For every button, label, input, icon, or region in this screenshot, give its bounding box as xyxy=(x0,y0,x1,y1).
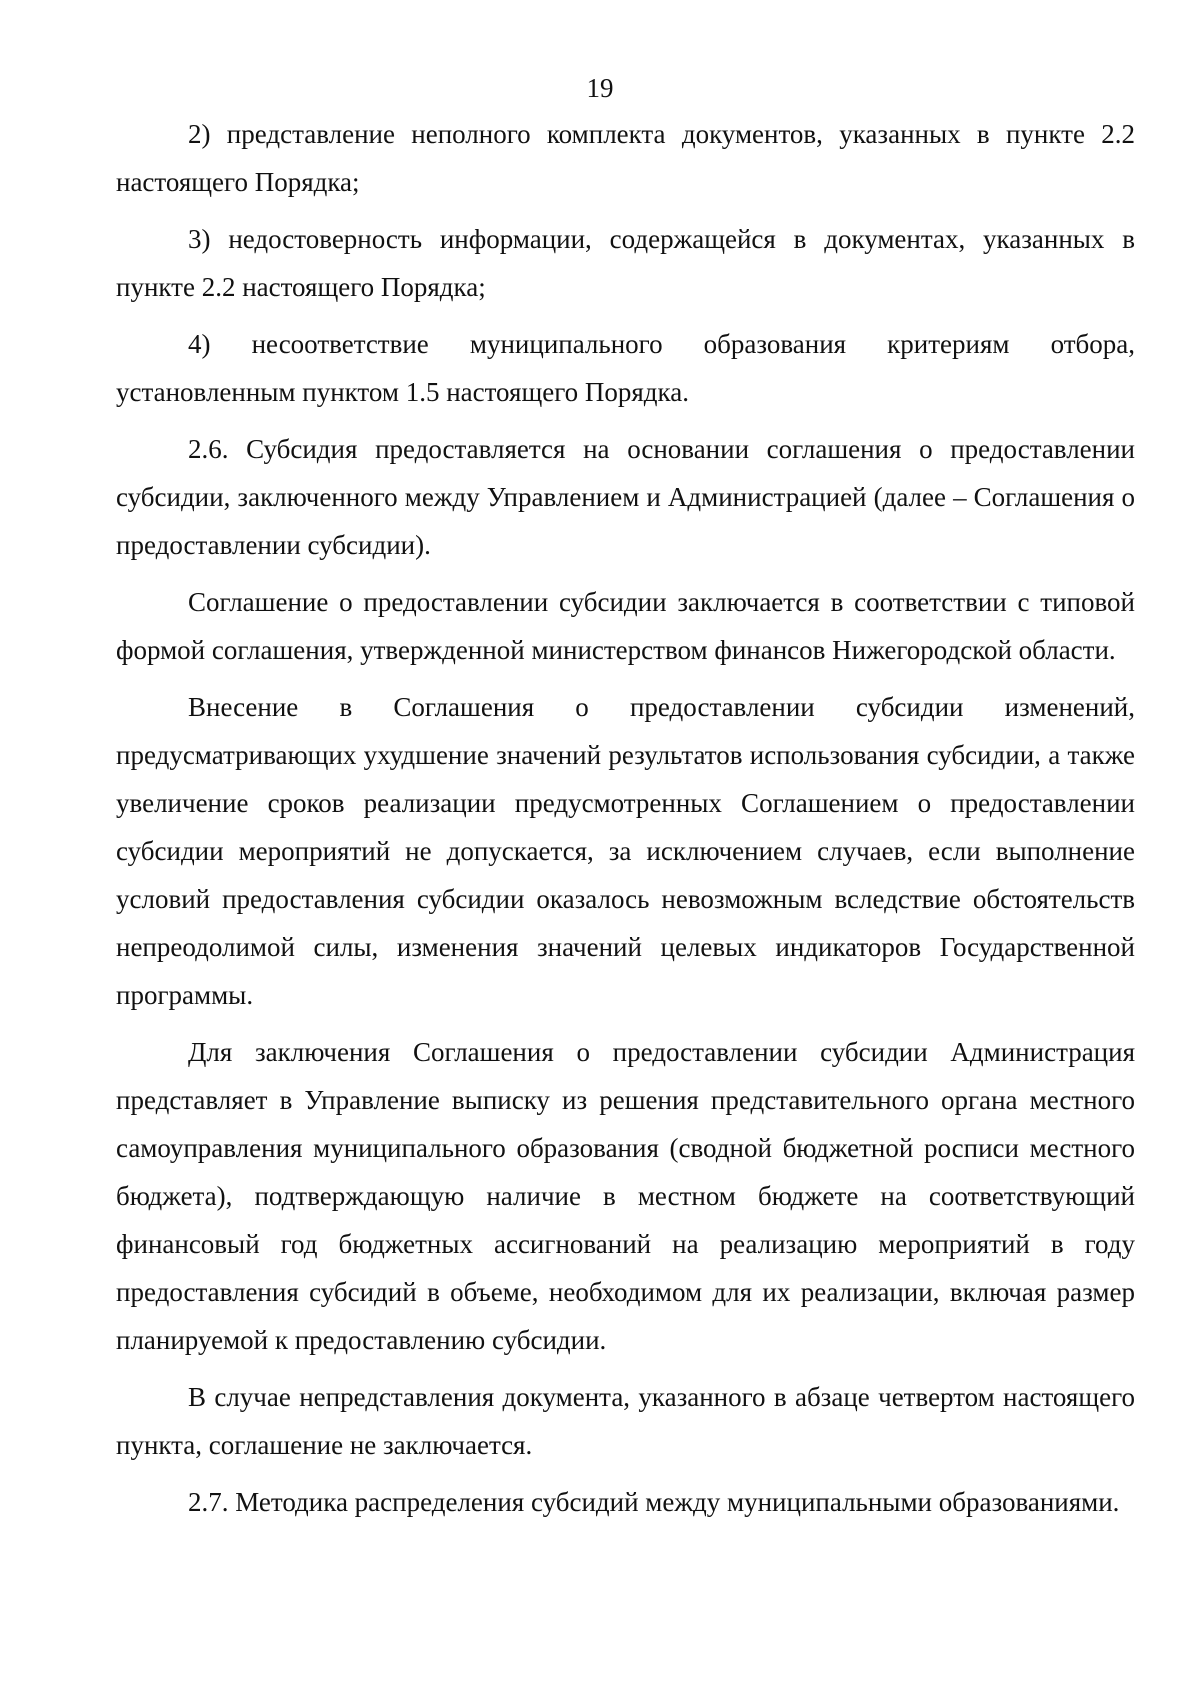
paragraph-item-3: 3) недостоверность информации, содержащейся в документах, указанных в пункте 2.2 настоящего Порядка; xyxy=(116,224,1135,302)
page-number: 19 xyxy=(586,73,614,103)
paragraph-section-2-6: 2.6. Субсидия предоставляется на основании соглашения о предоставлении субсидии, заключенного между Управлением и Администрацией (далее – Соглашения о предоставлении субсидии). xyxy=(116,434,1135,560)
document-body xyxy=(116,110,1135,1526)
paragraph-section-2-7: 2.7. Методика распределения субсидий между муниципальными образованиями. xyxy=(188,1487,1120,1517)
paragraph-amendments: Внесение в Соглашения о предоставлении субсидии изменений, предусматривающих ухудшение значений результатов использования субсидии, а также увеличение сроков реализации предусмотренных Соглашением о предоставлении субсидии мероприятий не допускается, за исключением случаев, если выполнение условий предоставления субсидии оказалось невозможным вследствие обстоятельств непреодолимой силы, изменения значений целевых индикаторов Государственной программы. xyxy=(116,692,1135,1010)
paragraph-conclusion-requirements: Для заключения Соглашения о предоставлении субсидии Администрация представляет в Управление выписку из решения представительного органа местного самоуправления муниципального образования (сводной бюджетной росписи местного бюджета), подтверждающую наличие в местном бюджете на соответствующий финансовый год бюджетных ассигнований на реализацию мероприятий в году предоставления субсидий в объеме, необходимом для их реализации, включая размер планируемой к предоставлению субсидии. xyxy=(116,1037,1135,1355)
paragraph-non-submission: В случае непредставления документа, указанного в абзаце четвертом настоящего пункта, соглашение не заключается. xyxy=(116,1382,1135,1460)
paragraph-item-4: 4) несоответствие муниципального образования критериям отбора, установленным пунктом 1.5 настоящего Порядка. xyxy=(116,329,1135,407)
paragraph-agreement-form: Соглашение о предоставлении субсидии заключается в соответствии с типовой формой соглашения, утвержденной министерством финансов Нижегородской области. xyxy=(116,587,1135,665)
paragraph-item-2: 2) представление неполного комплекта документов, указанных в пункте 2.2 настоящего Порядка; xyxy=(116,119,1135,197)
